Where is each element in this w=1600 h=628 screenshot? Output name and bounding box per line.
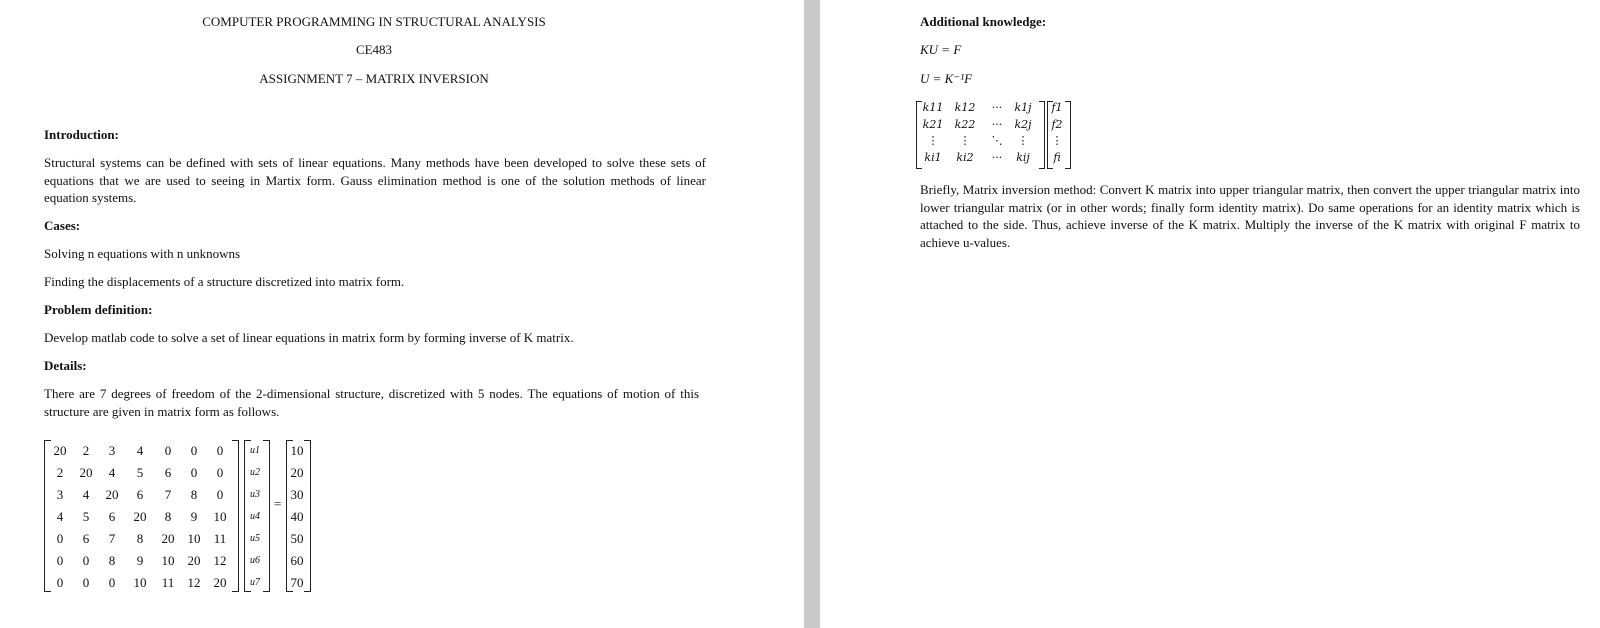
details-paragraph: There are 7 degrees of freedom of the 2-dimensional structure, discretized with 5 nodes. The equations of motion of this structure are given in matrix form as follows. — [44, 386, 699, 419]
cases-heading: Cases: — [44, 218, 81, 233]
symbolic-k-entry: k22 — [954, 117, 976, 131]
k-matrix-cell: 8 — [190, 487, 198, 502]
k-matrix-cell: 0 — [216, 487, 224, 502]
f-vector-entry: 20 — [290, 465, 304, 480]
k-matrix-cell: 0 — [82, 575, 90, 590]
k-matrix-cell: 0 — [190, 443, 198, 458]
symbolic-k-entry: ⋮ — [1017, 134, 1029, 147]
k-matrix-cell: 6 — [82, 531, 90, 546]
k-matrix-cell: 9 — [190, 509, 198, 524]
f-vector-entry: 30 — [290, 487, 304, 502]
k-matrix-cell: 0 — [216, 465, 224, 480]
k-matrix-cell: 20 — [161, 531, 175, 546]
k-matrix-cell: 4 — [82, 487, 90, 502]
u-vector-entry: u5 — [250, 533, 260, 544]
u-vector-entry: u4 — [250, 511, 260, 522]
k-matrix-cell: 6 — [108, 509, 116, 524]
k-matrix-cell: 3 — [56, 487, 64, 502]
k-matrix-cell: 0 — [56, 553, 64, 568]
k-matrix-cell: 10 — [161, 553, 175, 568]
k-matrix-cell: 11 — [161, 575, 175, 590]
f-vector-entry: 60 — [290, 553, 304, 568]
symbolic-k-entry: ⋱ — [991, 134, 1003, 147]
f-vector-entry: 70 — [290, 575, 304, 590]
symbolic-f-entry: ⋮ — [1051, 134, 1063, 147]
k-matrix-cell: 0 — [56, 575, 64, 590]
document-title: COMPUTER PROGRAMMING IN STRUCTURAL ANALYSIS — [202, 14, 546, 29]
k-matrix-cell: 4 — [56, 509, 64, 524]
symbolic-f-entry: f2 — [1051, 117, 1063, 131]
symbolic-f-entry: f1 — [1051, 101, 1063, 114]
k-matrix-cell: 7 — [108, 531, 116, 546]
k-matrix-cell: 8 — [136, 531, 144, 546]
symbolic-k-entry: k1j — [1014, 101, 1032, 114]
k-matrix-cell: 10 — [213, 509, 227, 524]
k-matrix-cell: 3 — [108, 443, 116, 458]
k-matrix-cell: 20 — [133, 509, 147, 524]
u-vector-entry: u7 — [250, 577, 260, 588]
k-matrix-cell: 4 — [136, 443, 144, 458]
k-matrix-cell: 8 — [108, 553, 116, 568]
k-matrix-right-bracket — [232, 440, 239, 592]
assignment-title: ASSIGNMENT 7 – MATRIX INVERSION — [259, 71, 489, 86]
course-code: CE483 — [355, 42, 393, 57]
symbolic-k-entry: k2j — [1014, 117, 1032, 131]
symbolic-k-entry: ⋮ — [959, 134, 971, 147]
k-matrix-cell: 0 — [216, 443, 224, 458]
k-matrix-cell: 0 — [190, 465, 198, 480]
symbolic-k-entry: ⋮ — [927, 134, 939, 147]
u-vector-entry: u3 — [250, 489, 260, 500]
u-vector-entry: u6 — [250, 555, 260, 566]
symbolic-k-entry: ··· — [991, 117, 1003, 131]
page-gutter — [804, 0, 820, 628]
symbolic-k-entry: ki1 — [924, 150, 942, 164]
k-matrix-cell: 2 — [56, 465, 64, 480]
equals-sign: = — [274, 496, 282, 511]
k-matrix-cell: 4 — [108, 465, 116, 480]
problem-definition-text: Develop matlab code to solve a set of linear equations in matrix form by forming inverse of K matrix. — [44, 330, 574, 345]
k-matrix-cell: 0 — [108, 575, 116, 590]
case-item: Solving n equations with n unknowns — [44, 246, 241, 261]
k-matrix-cell: 20 — [187, 553, 201, 568]
formula-ku-f: KU = F — [920, 42, 962, 57]
symbolic-k-entry: k11 — [922, 101, 944, 114]
k-matrix-cell: 8 — [164, 509, 172, 524]
k-matrix-cell: 6 — [136, 487, 144, 502]
symbolic-matrix-equation — [916, 101, 1072, 169]
symbolic-k-entry: ··· — [991, 150, 1003, 164]
formula-u-kinv-f: U = K⁻¹F — [920, 71, 973, 86]
details-heading: Details: — [44, 358, 87, 373]
k-matrix-cell: 10 — [133, 575, 147, 590]
f-vector-entry: 40 — [290, 509, 304, 524]
k-matrix-cell: 11 — [213, 531, 227, 546]
symbolic-k-entry: k12 — [954, 101, 976, 114]
k-matrix-cell: 20 — [213, 575, 227, 590]
symbolic-k-entry: ··· — [991, 101, 1003, 114]
u-vector-entry: u2 — [250, 467, 260, 478]
k-matrix-cell: 20 — [105, 487, 119, 502]
symbolic-k-entry: kij — [1016, 150, 1030, 164]
k-matrix-cell: 20 — [79, 465, 93, 480]
k-matrix-cell: 5 — [136, 465, 144, 480]
additional-knowledge-heading: Additional knowledge: — [920, 14, 1047, 29]
introduction-paragraph: Structural systems can be defined with sets of linear equations. Many methods have been developed to solve these sets of equations that we are used to seeing in Martix form. Gauss elimination method is one of the solution methods of linear equation systems. — [44, 155, 706, 205]
symbolic-f-entry: fi — [1053, 150, 1061, 164]
k-matrix-cell: 10 — [187, 531, 201, 546]
u-vector-entry: u1 — [250, 445, 260, 456]
symbolic-k-right-bracket — [1039, 101, 1045, 169]
k-matrix-cell: 12 — [187, 575, 201, 590]
k-matrix-cell: 6 — [164, 465, 172, 480]
problem-definition-heading: Problem definition: — [44, 302, 153, 317]
symbolic-k-entry: k21 — [922, 117, 944, 131]
k-matrix-cell: 20 — [53, 443, 67, 458]
k-matrix-cell: 0 — [164, 443, 172, 458]
f-vector-entry: 50 — [290, 531, 304, 546]
k-matrix-cell: 0 — [56, 531, 64, 546]
introduction-heading: Introduction: — [44, 127, 119, 142]
briefly-paragraph: Briefly, Matrix inversion method: Convert K matrix into upper triangular matrix, then convert the upper triangular matrix into lower triangular matrix (or in other words; finally form identity matrix). Do same operations for an identity matrix which is attached to the side. Thus, achieve inverse of the K matrix. Multiply the inverse of the K matrix with original F matrix to achieve u-values. — [920, 182, 1580, 250]
symbolic-f-right-bracket — [1065, 101, 1071, 169]
k-matrix-cell: 9 — [136, 553, 144, 568]
document-page-right — [820, 0, 1600, 628]
k-matrix-cell: 0 — [82, 553, 90, 568]
k-matrix-cell: 5 — [82, 509, 90, 524]
k-matrix-cell: 2 — [82, 443, 90, 458]
case-item: Finding the displacements of a structure discretized into matrix form. — [44, 274, 405, 289]
symbolic-k-entry: ki2 — [956, 150, 974, 164]
f-vector-entry: 10 — [290, 443, 304, 458]
k-matrix-cell: 12 — [213, 553, 227, 568]
k-matrix-cell: 7 — [164, 487, 172, 502]
